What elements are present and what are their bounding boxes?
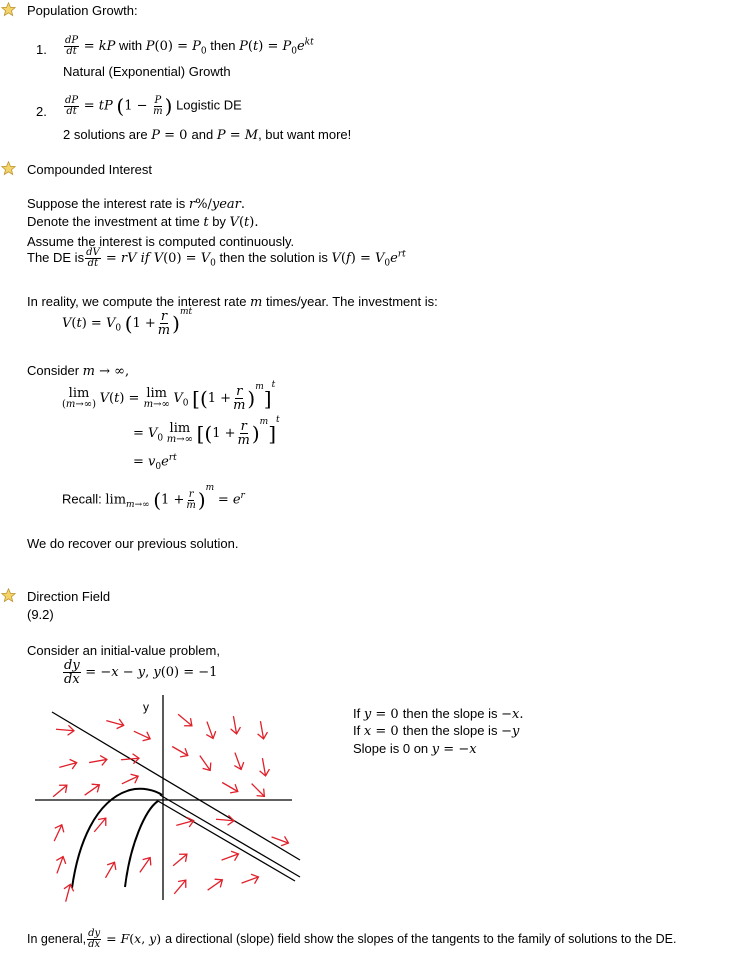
slope-note-2: If x = 0 then the slope is −y — [353, 723, 520, 739]
natural-growth-label: Natural (Exponential) Growth — [63, 64, 231, 79]
star-icon — [1, 161, 16, 176]
list-number: 1. — [36, 42, 47, 57]
list-number: 2. — [36, 104, 47, 119]
section-title-interest: Compounded Interest — [27, 162, 153, 177]
y-axis-label: y — [143, 700, 149, 714]
interest-conclusion: We do recover our previous solution. — [27, 536, 239, 551]
limit-line-3: = $v_0e^{rt}$ — [133, 453, 177, 472]
slope-note-1: If y = 0 then the slope is −x. — [353, 706, 524, 722]
recall-limit: Recall: $\lim_{m\to\infty} (1$ + $\frac{r}{m}$ )$^m = e^r$ — [62, 483, 245, 512]
consider-limit: Consider m → ∞, — [27, 363, 130, 379]
limit-line-1: lim (m→∞) V(t) = lim m→∞ $V_0$ [(1 + $\frac{r}{m}$ )$^m$]$^t$ — [62, 379, 276, 413]
equation-ivp: $\frac{dy}{dx}$ = −x − y, y(0) = −1 — [64, 658, 218, 687]
equation-natural-growth: $\frac{dP}{dt}$ = kP with $P(0) = P_0$ then $P(t) = P_0e^{kt}$ — [65, 35, 314, 57]
limit-line-2: = $V_0$ lim m→∞ [(1 + $\frac{r}{m}$ )$^m$]$^t$ — [133, 414, 280, 448]
interest-line-1: Suppose the interest rate is r%/year. — [27, 196, 245, 212]
general-statement: In general, $\frac{dy}{dx}$ = F(x, y) a directional (slope) field show the slopes of the tangents to the family of solutions to the DE. — [27, 928, 677, 950]
section-title-population: Population Growth: — [27, 3, 138, 18]
star-icon — [1, 2, 16, 17]
section-title-direction: Direction Field — [27, 589, 111, 604]
logistic-solutions: 2 solutions are P = 0 and P = M, but want more! — [63, 127, 352, 143]
interest-line-5: In reality, we compute the interest rate m times/year. The investment is: — [27, 294, 438, 310]
section-subtitle: (9.2) — [27, 607, 54, 622]
interest-line-3: Assume the interest is computed continuously. — [27, 234, 295, 249]
direction-field-sketch — [30, 695, 305, 905]
slope-note-3: Slope is 0 on y = −x — [353, 741, 477, 757]
star-icon — [1, 588, 16, 603]
interest-line-4: The DE is $\frac{dV}{dt}$ = rV if $V(0) = V_0$ then the solution is $V(f) = V_0e^{rt}$ — [27, 247, 406, 269]
equation-logistic: $\frac{dP}{dt}$ = tP (1 − $\frac{P}{m}$ ) Logistic DE — [65, 94, 242, 118]
equation-compound: $V(t) = V_0$ (1 + $\frac{r}{m}$ )$^{mt}$ — [62, 306, 193, 338]
ivp-intro: Consider an initial-value problem, — [27, 643, 220, 658]
interest-line-2: Denote the investment at time t by V(t). — [27, 214, 259, 230]
